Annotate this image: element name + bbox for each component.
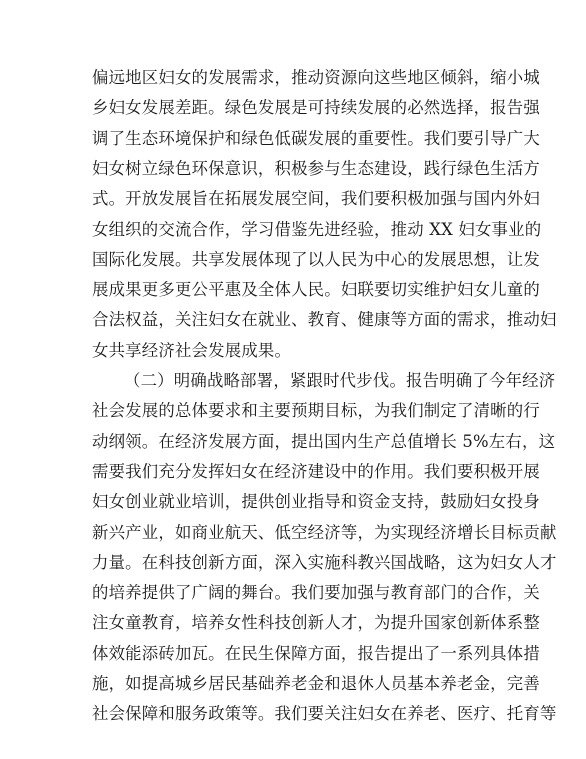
text-line: 力量。在科技创新方面，深入实施科教兴国战略，这为妇女人才 [92, 552, 557, 572]
text-line: 注女童教育，培养女性科技创新人才，为提升国家创新体系整 [92, 613, 540, 633]
text-line: 偏远地区妇女的发展需求，推动资源向这些地区倾斜，缩小城 [92, 68, 540, 87]
text-line: 妇女创业就业培训，提供创业指导和资金支持，鼓励妇女投身 [92, 492, 540, 512]
text-line: 妇女树立绿色环保意识，积极参与生态建设，践行绿色生活方 [92, 158, 540, 178]
text-line: 社会保障和服务政策等。我们要关注妇女在养老、医疗、托育等 [92, 704, 557, 724]
text-line: 国际化发展。共享发展体现了以人民为中心的发展思想，让发 [92, 249, 540, 269]
text-line: 女组织的交流合作，学习借鉴先进经验，推动 XX 妇女事业的 [92, 219, 542, 239]
text-line: 新兴产业，如商业航天、低空经济等，为实现经济增长目标贡献 [92, 522, 557, 542]
text-line: 展成果更多更公平惠及全体人民。妇联要切实维护妇女儿童的 [92, 280, 540, 300]
text-line: 动纲领。在经济发展方面，提出国内生产总值增长 5%左右，这 [92, 431, 556, 451]
text-line: 需要我们充分发挥妇女在经济建设中的作用。我们要积极开展 [92, 461, 540, 481]
paragraph-heading-line: （二）明确战略部署，紧跟时代步伐。报告明确了今年经济 [124, 371, 556, 390]
text-line: 式。开放发展旨在拓展发展空间，我们要积极加强与国内外妇 [92, 189, 540, 209]
text-line: 调了生态环境保护和绿色低碳发展的重要性。我们要引导广大 [92, 128, 540, 148]
text-line: 合法权益，关注妇女在就业、教育、健康等方面的需求，推动妇 [92, 310, 557, 330]
text-line: 施，如提高城乡居民基础养老金和退休人员基本养老金，完善 [92, 674, 540, 693]
text-line: 的培养提供了广阔的舞台。我们要加强与教育部门的合作，关 [92, 583, 540, 603]
text-line: 乡妇女发展差距。绿色发展是可持续发展的必然选择，报告强 [92, 98, 540, 118]
text-line: 体效能添砖加瓦。在民生保障方面，报告提出了一系列具体措 [92, 643, 540, 663]
text-line: 女共享经济社会发展成果。 [92, 340, 292, 360]
text-line: 社会发展的总体要求和主要预期目标，为我们制定了清晰的行 [92, 401, 540, 421]
